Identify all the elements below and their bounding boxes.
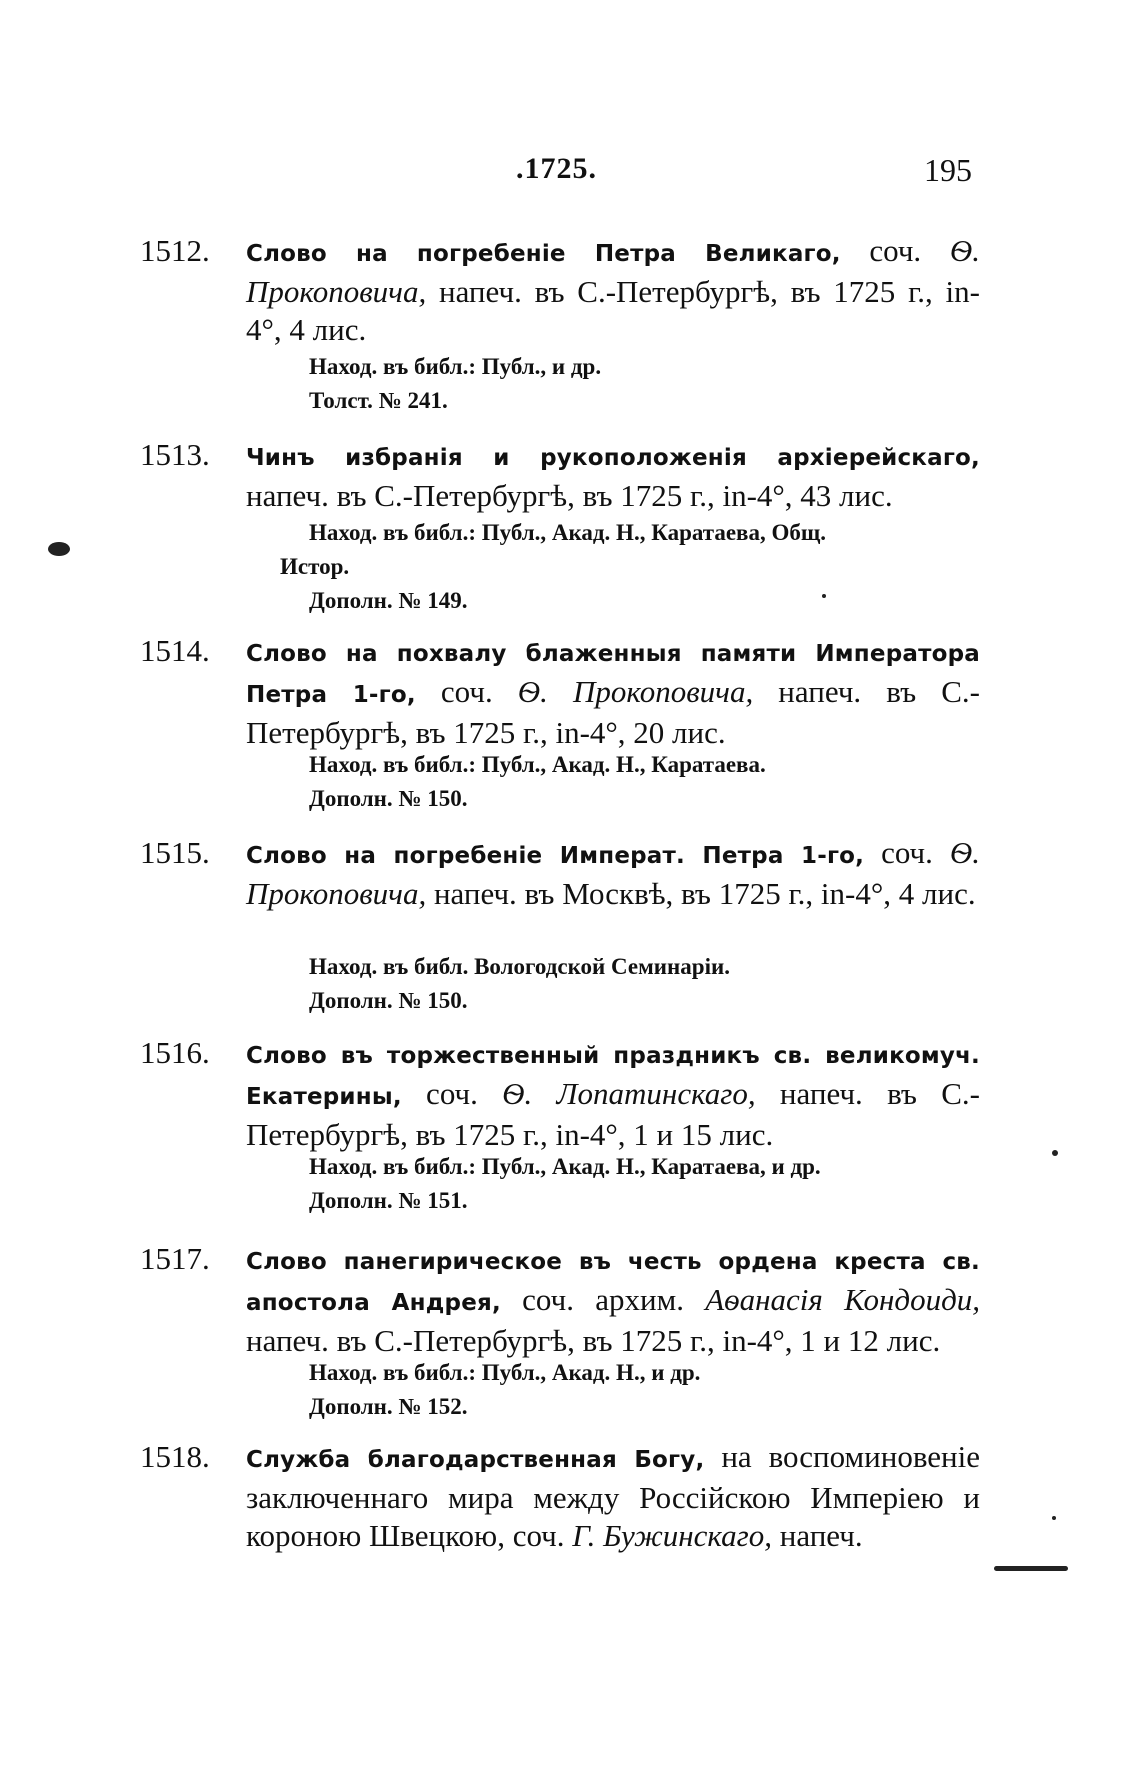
entry-text: напеч. xyxy=(772,1518,863,1553)
scan-rule-mark xyxy=(994,1566,1068,1571)
entry-title: Чинъ избранія и рукоположенія архіерейскаго, xyxy=(246,445,980,471)
entry-title: Слово на погребеніе Императ. Петра 1-го, xyxy=(246,843,865,869)
entry-description xyxy=(246,834,980,913)
entry-author: Ѳ. Прокоповича, xyxy=(517,674,754,709)
entry-number: 1512. xyxy=(140,233,210,268)
page-number: 195 xyxy=(924,152,972,188)
entry-reference: Дополн. № 150. xyxy=(309,988,468,1013)
scan-blot xyxy=(48,542,70,556)
scan-speck xyxy=(1052,1516,1056,1520)
entry-text: соч. xyxy=(401,1076,503,1111)
entry-text: соч. xyxy=(840,233,950,268)
entry-author: Ѳ. Прокоповича, xyxy=(246,233,980,309)
entry-title: Служба благодарственная Богу, xyxy=(246,1447,705,1473)
entry-location-cont: Истор. xyxy=(280,554,350,579)
entry-text: соч. архим. xyxy=(500,1282,706,1317)
entry-description xyxy=(246,632,980,752)
entry-text: напеч. въ С.-Петербургѣ, въ 1725 г., in-4°, 1 и 12 лис. xyxy=(246,1323,941,1358)
entry-location: Наход. въ библ.: Публ., и др. xyxy=(309,354,602,379)
entry-description xyxy=(246,232,980,349)
entry-author: Ѳ. Прокоповича, xyxy=(246,835,980,911)
entry-location: Наход. въ библ.: Публ., Акад. Н., Каратаева, Общ. xyxy=(309,520,827,545)
entry-text: напеч. въ С.-Петербургѣ, въ 1725 г., in-4°, 43 лис. xyxy=(246,478,893,513)
scan-speck xyxy=(822,594,826,598)
entry-number: 1516. xyxy=(140,1035,210,1070)
scan-speck xyxy=(1052,1150,1058,1156)
page-header xyxy=(0,152,1140,196)
entry-text: напеч. въ Москвѣ, въ 1725 г., in-4°, 4 лис. xyxy=(426,876,976,911)
entry-description xyxy=(246,436,980,515)
entry-reference: Дополн. № 150. xyxy=(309,786,468,811)
entry-author: Аѳанасія Кондоиди, xyxy=(705,1282,980,1317)
entry-location: Наход. въ библ.: Публ., Акад. Н., и др. xyxy=(309,1360,701,1385)
entry-author: Ѳ. Лопатинскаго, xyxy=(502,1076,756,1111)
entry-text: на воспоминовеніе заключеннаго мира между Россійскою Имперіею и короною Швецкою, соч. xyxy=(246,1439,981,1553)
entry-text: напеч. въ С.-Петербургѣ, въ 1725 г., in-4°, 20 лис. xyxy=(246,674,980,750)
entry-number: 1515. xyxy=(140,835,210,870)
entry-number: 1518. xyxy=(140,1439,210,1474)
entry-location: Наход. въ библ.: Публ., Акад. Н., Каратаева. xyxy=(309,752,766,777)
running-head-year: .1725. xyxy=(516,152,597,185)
entry-text: напеч. въ С.-Петербургѣ, въ 1725 г., in-4°, 4 лис. xyxy=(246,274,980,347)
entry-author: Г. Бужинскаго, xyxy=(572,1518,773,1553)
entry-text: соч. xyxy=(415,674,518,709)
entry-description xyxy=(246,1034,980,1154)
entry-description xyxy=(246,1438,980,1555)
entry-title: Слово на погребеніе Петра Великаго, xyxy=(246,241,841,267)
entry-reference: Дополн. № 152. xyxy=(309,1394,468,1419)
entry-location: Наход. въ библ. Вологодской Семинаріи. xyxy=(309,954,730,979)
entry-number: 1517. xyxy=(140,1241,210,1276)
entry-title: Слово на похвалу блаженныя памяти Императора Петра 1-го, xyxy=(246,641,980,708)
entry-description xyxy=(246,1240,980,1360)
entry-reference: Толст. № 241. xyxy=(309,388,448,413)
entry-title: Слово панегирическое въ честь ордена креста св. апостола Андрея, xyxy=(246,1249,980,1316)
entry-location: Наход. въ библ.: Публ., Акад. Н., Каратаева, и др. xyxy=(309,1154,821,1179)
entry-text: соч. xyxy=(864,835,950,870)
entry-title: Слово въ торжественный праздникъ св. великомуч. Екатерины, xyxy=(246,1043,980,1110)
entry-number: 1514. xyxy=(140,633,210,668)
entry-text: напеч. въ С.-Петербургѣ, въ 1725 г., in-4°, 1 и 15 лис. xyxy=(246,1076,980,1152)
entry-reference: Дополн. № 149. xyxy=(309,588,468,613)
entry-number: 1513. xyxy=(140,437,210,472)
entry-reference: Дополн. № 151. xyxy=(309,1188,468,1213)
